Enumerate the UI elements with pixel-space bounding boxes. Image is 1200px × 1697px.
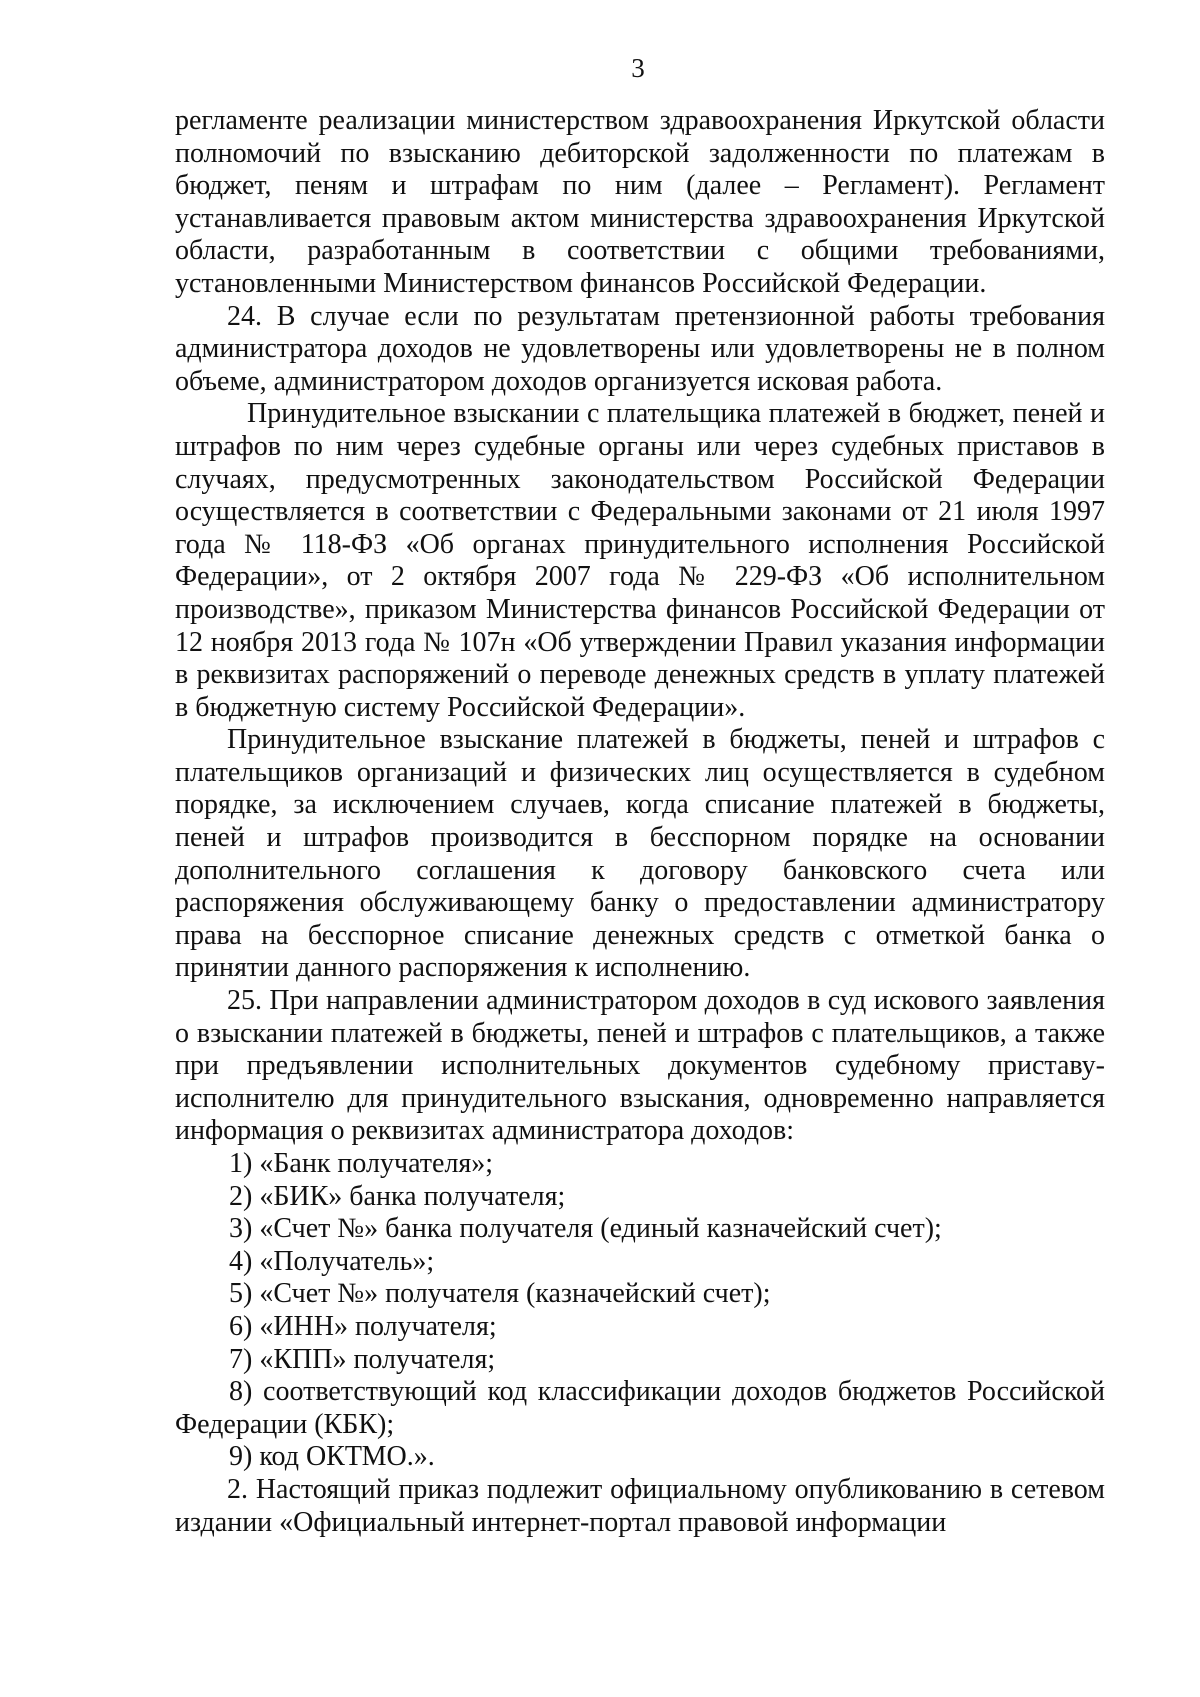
paragraph-regulation: регламенте реализации министерством здравоохранения Иркутской области полномочий по взысканию дебиторской задолженности по платежам в бюджет, пеням и штрафам по ним (далее – Регламент). Регламент устанавливается правовым актом министерства здравоохранения Иркутской области, разработанным в соответствии с общими требованиями, установленными Министерством финансов Российской Федерации. bbox=[175, 105, 1105, 299]
paragraph-24: 24. В случае если по результатам претензионной работы требования администратора доходов не удовлетворены или удовлетворены не в полном объеме, администратором доходов организуется исковая работа. bbox=[175, 300, 1105, 397]
list-item-bank-account: 3) «Счет №» банка получателя (единый казначейский счет); bbox=[229, 1213, 942, 1245]
paragraph-forced-collection: Принудительное взыскании с плательщика платежей в бюджет, пеней и штрафов по ним через судебные органы или через судебных приставов в случаях, предусмотренных законодательством Российской Федерации осуществляется в соответствии с Федеральными законами от 21 июля 1997 года № 118-ФЗ «Об органах принудительного исполнения Российской Федерации», от 2 октября 2007 года № 229-ФЗ «Об исполнительном производстве», приказом Министерства финансов Российской Федерации от 12 ноября 2013 года № 107н «Об утверждении Правил указания информации в реквизитах распоряжений о переводе денежных средств в уплату платежей в бюджетную систему Российской Федерации». bbox=[175, 398, 1105, 723]
list-item-recipient: 4) «Получатель»; bbox=[229, 1245, 435, 1277]
list-item-oktmo: 9) код ОКТМО.». bbox=[229, 1441, 435, 1473]
list-item-bank: 1) «Банк получателя»; bbox=[229, 1148, 494, 1179]
list-item-kpp: 7) «КПП» получателя; bbox=[229, 1343, 496, 1375]
list-item-recipient-account: 5) «Счет №» получателя (казначейский счет); bbox=[229, 1278, 771, 1310]
list-item-inn: 6) «ИНН» получателя; bbox=[229, 1310, 497, 1342]
paragraph-judicial-procedure: Принудительное взыскание платежей в бюджеты, пеней и штрафов с плательщиков организаций и физических лиц осуществляется в судебном порядке, за исключением случаев, когда списание платежей в бюджеты, пеней и штрафов производится в бесспорном порядке на основании дополнительного соглашения к договору банковского счета или распоряжения обслуживающему банку о предоставлении администратору права на бесспорное списание денежных средств с отметкой банка о принятии данного распоряжения к исполнению. bbox=[175, 724, 1105, 984]
page-number: 3 bbox=[631, 53, 645, 83]
list-item-bik: 2) «БИК» банка получателя; bbox=[229, 1180, 566, 1212]
document-body bbox=[175, 105, 1105, 1539]
list-item-kbk: 8) соответствующий код классификации доходов бюджетов Российской Федерации (КБК); bbox=[175, 1376, 1105, 1440]
paragraph-publication: 2. Настоящий приказ подлежит официальному опубликованию в сетевом издании «Официальный интернет-портал правовой информации bbox=[175, 1473, 1105, 1538]
paragraph-25: 25. При направлении администратором доходов в суд искового заявления о взыскании платежей в бюджеты, пеней и штрафов с плательщиков, а также при предъявлении исполнительных документов судебному приставу-исполнителю для принудительного взыскания, одновременно направляется информация о реквизитах администратора доходов: bbox=[175, 985, 1105, 1147]
